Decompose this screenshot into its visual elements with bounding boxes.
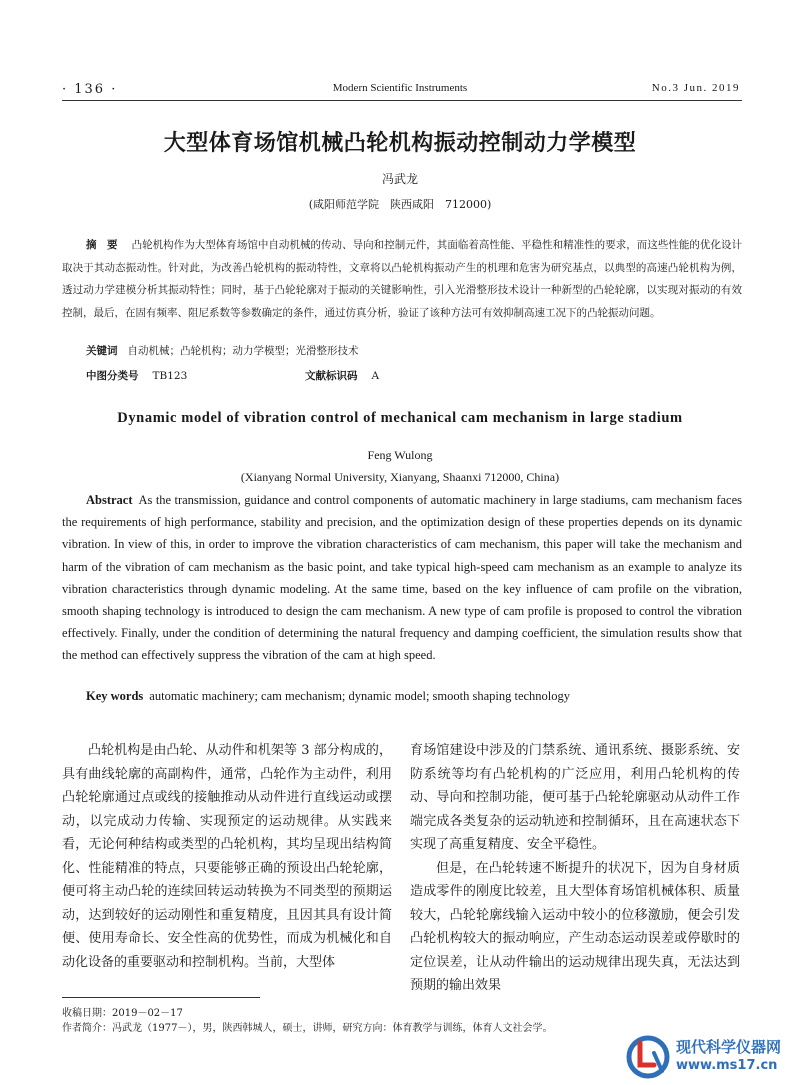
author-en: Feng Wulong xyxy=(367,448,433,462)
affiliation-cn: (咸阳师范学院 陕西咸阳 712000) xyxy=(308,198,492,211)
author-cn: 冯武龙 xyxy=(381,172,418,186)
issue-info: No.3 Jun. 2019 xyxy=(651,82,740,94)
keywords-en xyxy=(86,689,570,704)
abstract-cn-label: 摘 要 xyxy=(86,239,118,251)
document-code-value: A xyxy=(371,370,380,382)
footnote-rule xyxy=(62,997,260,998)
body-paragraph: 育场馆建设中涉及的门禁系统、通讯系统、摄影系统、安防系统等均有凸轮机构的广泛应用，利用凸轮机构的传动、导向和控制功能，便可基于凸轮轮廓驱动从动件工作端完成各类复杂的运动轨迹和控制循环，且在高速状态下实现了高重复精度、安全平稳性。 xyxy=(410,743,740,852)
title-cn: 大型体育场馆机械凸轮机构振动控制动力学模型 xyxy=(163,130,637,156)
watermark-site-name: 现代科学仪器网 xyxy=(676,1038,782,1056)
abstract-cn xyxy=(62,234,742,324)
clc-label: 中图分类号 xyxy=(86,370,139,382)
watermark-url: www.ms17.cn xyxy=(676,1058,778,1073)
keywords-cn xyxy=(86,343,359,358)
abstract-en-label: Abstract xyxy=(86,493,133,507)
abstract-en-text: As the transmission, guidance and control components of automatic machinery in large stadiums, cam mechanism faces the requirements of high performance, stability and precision, and the optimization design of these properties depends on its dynamic vibration. In view of this, in order to improve the vibration characteristics of cam mechanism, this paper will take the mechanism and harm of the vibration of cam mechanism as the basic point, and take typical high-speed cam mechanism as an example to analyze its vibration characteristics through dynamic modeling. At the same time, based on the key influence of cam profile on the vibration, smooth shaping technology is introduced to design the cam mechanism. A new type of cam profile is proposed to control the vibration effectively. Finally, under the condition of determining the natural frequency and damping coefficient, the simulation results show that the method can effectively suppress the vibration of the cam at high speed. xyxy=(62,493,742,663)
body-column-right xyxy=(410,739,740,998)
keywords-cn-text: 自动机械；凸轮机构；动力学模型；光滑整形技术 xyxy=(127,345,359,357)
clc-value: TB123 xyxy=(152,370,188,382)
abstract-cn-text: 凸轮机构作为大型体育场馆中自动机械的传动、导向和控制元件，其面临着高性能、平稳性和精准性的要求，而这些性能的优化设计取决于其动态振动性。针对此，为改善凸轮机构的振动特性，文章将以凸轮机构振动产生的机理和危害为研究基点，以典型的高速凸轮机构为例，透过动力学建模分析其振动特性；同时，基于凸轮轮廓对于振动的关键影响性，引入光滑整形技术设计一种新型的凸轮轮廓，以实现对振动的有效控制，最后，在固有频率、阻尼系数等参数确定的条件，通过仿真分析，验证了该种方法可有效抑制高速工况下的凸轮振动问题。 xyxy=(62,239,743,319)
title-en: Dynamic model of vibration control of mechanical cam mechanism in large stadium xyxy=(117,410,683,426)
keywords-cn-label: 关键词 xyxy=(86,345,118,357)
clc-number xyxy=(86,368,187,383)
affiliation-en: (Xianyang Normal University, Xianyang, Shaanxi 712000, China) xyxy=(240,470,560,484)
page-number: · 136 · xyxy=(62,82,118,97)
keywords-en-text: automatic machinery; cam mechanism; dynamic model; smooth shaping technology xyxy=(149,689,571,703)
journal-name: Modern Scientific Instruments xyxy=(332,82,468,94)
document-code-label: 文献标识码 xyxy=(305,370,358,382)
footnote-received: 收稿日期：2019－02－17 xyxy=(62,1008,183,1019)
abstract-en xyxy=(62,489,742,667)
document-code xyxy=(305,368,379,383)
header-rule xyxy=(62,100,742,101)
body-paragraph: 凸轮机构是由凸轮、从动件和机架等 3 部分构成的，具有曲线轮廓的高副构件，通常，凸轮作为主动件，利用凸轮轮廓通过点或线的接触推动从动件进行直线运动或摆动，以完成动力传输、实现预定的运动规律。从实践来看，无论何种结构或类型的凸轮机构，其均呈现出结构简化、性能精准的特点，只要能够正确的预设出凸轮轮廓，便可将主动凸轮的连续回转运动转换为不同类型的预期运动，达到较好的运动刚性和重复精度，且因其具有设计简便、使用寿命长、安全性高的优势性，而成为机械化和自动化设备的重要驱动和控制机构。当前，大型体 xyxy=(62,743,392,970)
footnote-author-bio: 作者简介：冯武龙（1977－），男，陕西韩城人，硕士，讲师，研究方向：体育教学与训练，体育人文社会学。 xyxy=(62,1023,553,1034)
keywords-en-label: Key words xyxy=(86,689,144,703)
body-column-left xyxy=(62,739,392,974)
body-paragraph: 但是，在凸轮转速不断提升的状况下，因为自身材质造成零件的刚度比较差，且大型体育场馆机械体积、质量较大，凸轮轮廓线输入运动中较小的位移激励，便会引发凸轮机构较大的振动响应，产生动态运动误差或停歇时的定位误差，让从动件输出的运动规律出现失真，无法达到预期的输出效果 xyxy=(410,860,740,993)
